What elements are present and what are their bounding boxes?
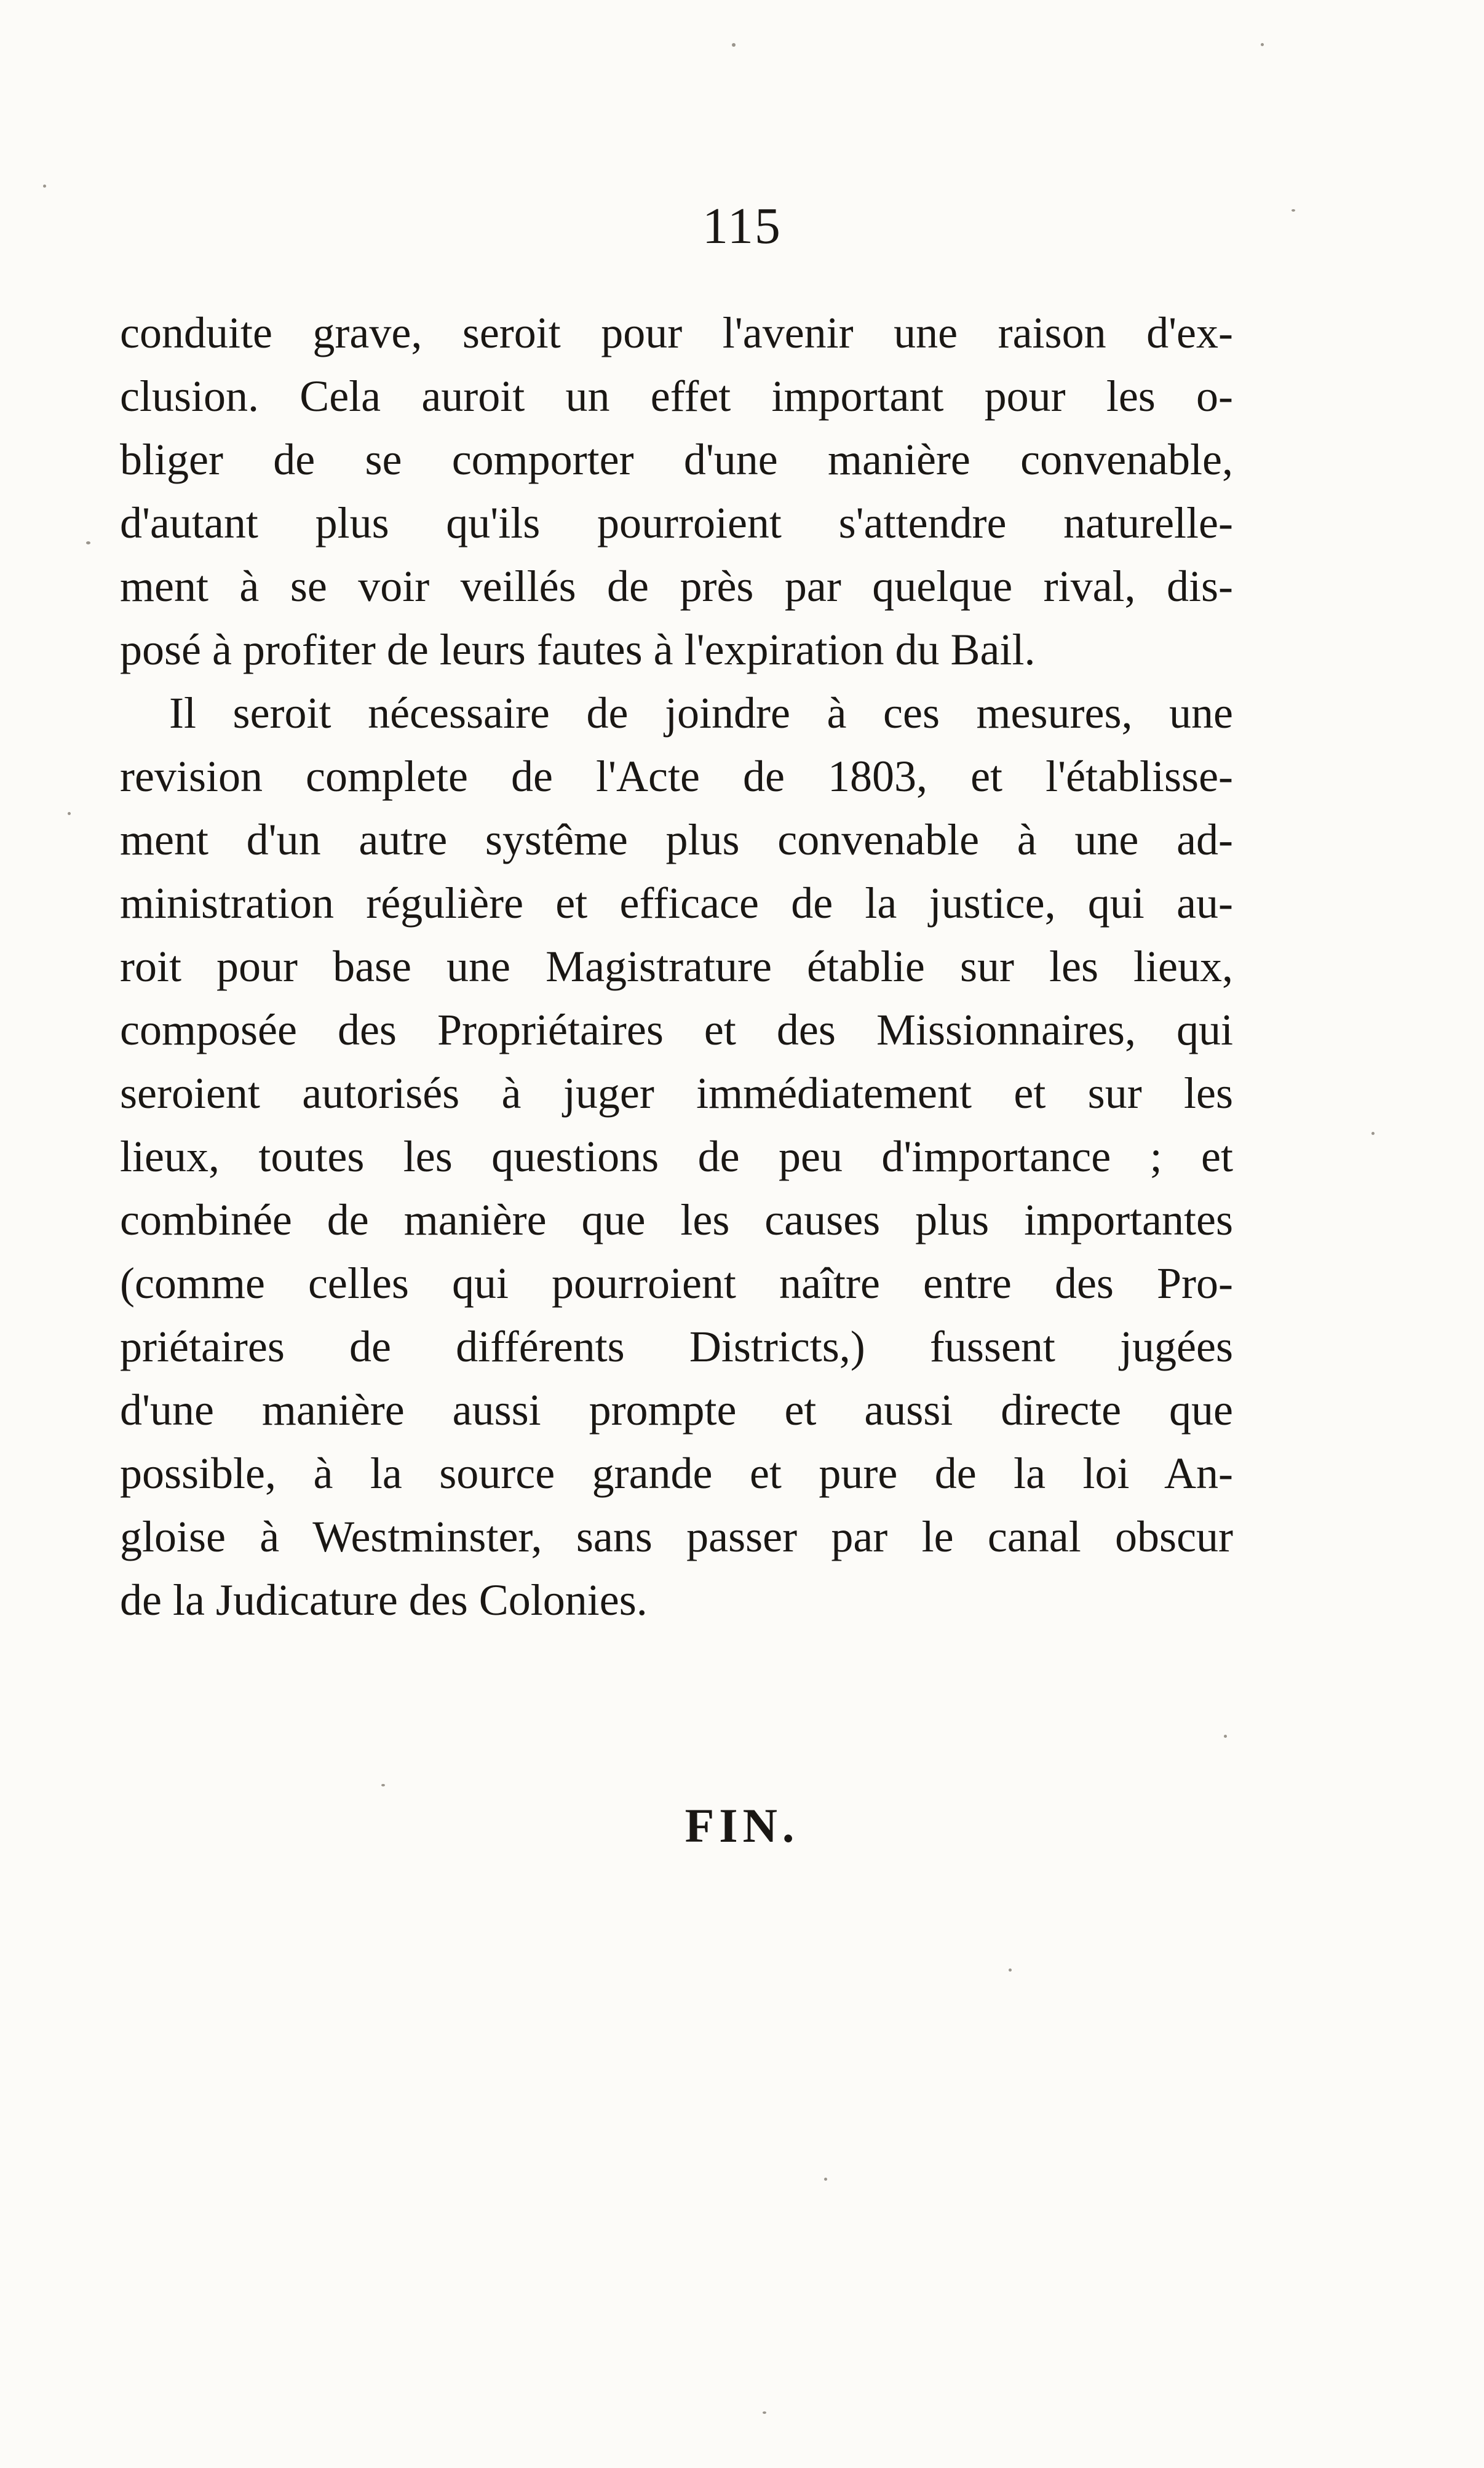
text-line: possible, à la source grande et pure de la loi An- bbox=[120, 1449, 1233, 1498]
paper-speck bbox=[1371, 1132, 1375, 1135]
paper-speck bbox=[1009, 1968, 1012, 1972]
text-line: revision complete de l'Acte de 1803, et l'établisse- bbox=[120, 752, 1233, 801]
text-line: de la Judicature des Colonies. bbox=[120, 1575, 648, 1625]
text-line: ment d'un autre systême plus convenable à une ad- bbox=[120, 815, 1233, 864]
text-line: ministration régulière et efficace de la justice, qui au- bbox=[120, 878, 1233, 928]
text-line: ment à se voir veillés de près par quelque rival, dis- bbox=[120, 562, 1233, 611]
paper-speck bbox=[43, 185, 46, 188]
text-line: seroient autorisés à juger immédiatement et sur les bbox=[120, 1069, 1233, 1118]
paper-speck bbox=[1224, 1735, 1227, 1738]
text-line: conduite grave, seroit pour l'avenir une raison d'ex- bbox=[120, 308, 1233, 357]
paper-speck bbox=[86, 541, 90, 544]
text-line: d'une manière aussi prompte et aussi directe que bbox=[120, 1385, 1233, 1435]
paper-speck bbox=[824, 2178, 827, 2181]
paper-speck bbox=[1261, 43, 1264, 46]
text-line: Il seroit nécessaire de joindre à ces mesures, une bbox=[169, 688, 1233, 738]
text-line: bliger de se comporter d'une manière convenable, bbox=[120, 435, 1233, 484]
paper-speck bbox=[381, 1784, 385, 1786]
paper-speck bbox=[732, 43, 736, 47]
text-line: gloise à Westminster, sans passer par le canal obscur bbox=[120, 1512, 1233, 1561]
paper-speck bbox=[68, 812, 71, 815]
text-line: combinée de manière que les causes plus importantes bbox=[120, 1195, 1233, 1244]
text-line: d'autant plus qu'ils pourroient s'attendre naturelle- bbox=[120, 498, 1233, 547]
text-line: roit pour base une Magistrature établie sur les lieux, bbox=[120, 942, 1233, 991]
text-line: posé à profiter de leurs fautes à l'expiration du Bail. bbox=[120, 625, 1036, 674]
end-mark: FIN. bbox=[684, 1799, 800, 1852]
text-line: clusion. Cela auroit un effet important pour les o- bbox=[120, 372, 1233, 421]
body-text bbox=[120, 301, 1233, 1632]
text-line: priétaires de différents Districts,) fussent jugées bbox=[120, 1322, 1233, 1371]
text-line: (comme celles qui pourroient naître entre des Pro- bbox=[120, 1259, 1233, 1308]
paper-speck bbox=[1292, 209, 1295, 212]
page-number: 115 bbox=[702, 197, 782, 255]
paper-speck bbox=[763, 2411, 766, 2414]
text-line: composée des Propriétaires et des Missionnaires, qui bbox=[120, 1005, 1233, 1054]
text-line: lieux, toutes les questions de peu d'importance ; et bbox=[120, 1132, 1233, 1181]
